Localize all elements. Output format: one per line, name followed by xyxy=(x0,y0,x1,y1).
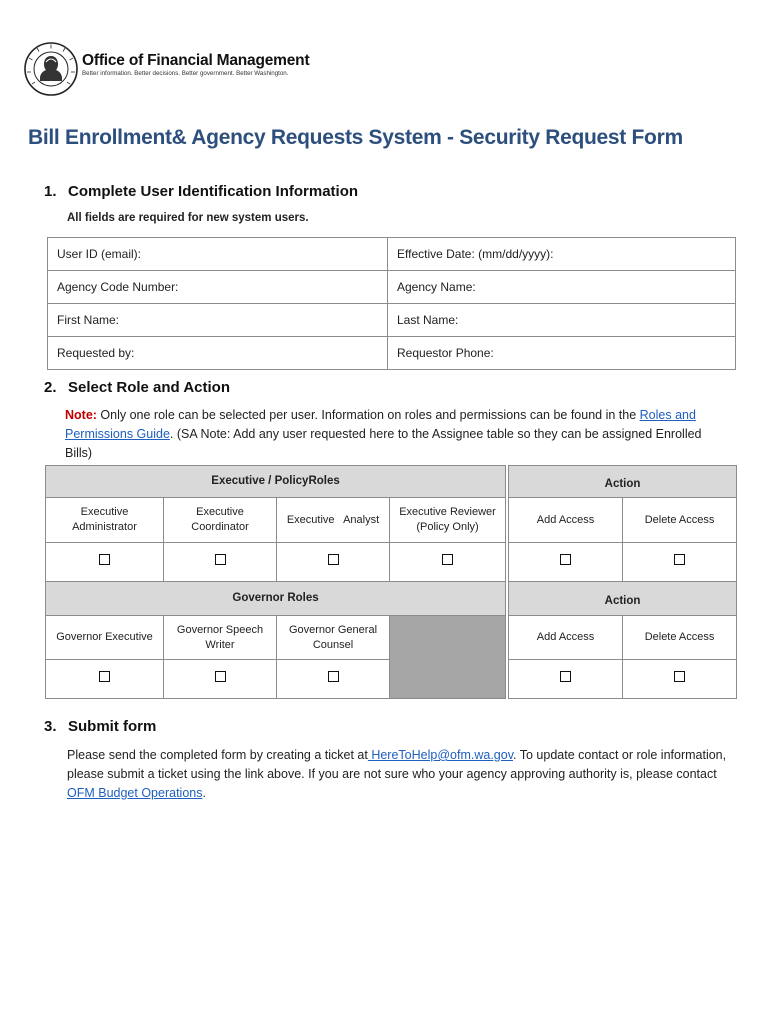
effective-date-field[interactable]: Effective Date: (mm/dd/yyyy): xyxy=(388,238,736,271)
submit-text-1: Please send the completed form by creating a ticket at xyxy=(67,748,368,762)
checkbox-cell xyxy=(277,543,390,582)
section-1-number: 1. xyxy=(44,183,57,200)
checkbox-cell xyxy=(623,543,737,582)
first-name-field[interactable]: First Name: xyxy=(48,304,388,337)
role-action-table xyxy=(45,465,737,699)
governor-general-counsel-label: Governor General Counsel xyxy=(277,616,390,660)
executive-coordinator-label: Executive Coordinator xyxy=(164,498,277,543)
governor-speech-writer-checkbox[interactable] xyxy=(215,671,226,682)
submit-instructions xyxy=(67,746,742,803)
table-row xyxy=(48,271,736,304)
add-access-label: Add Access xyxy=(509,498,623,543)
section-2-heading xyxy=(44,379,230,396)
governor-executive-checkbox[interactable] xyxy=(99,671,110,682)
checkbox-cell xyxy=(164,543,277,582)
user-id-field[interactable]: User ID (email): xyxy=(48,238,388,271)
table-row xyxy=(48,337,736,370)
executive-coordinator-checkbox[interactable] xyxy=(215,554,226,565)
note-text-1: Only one role can be selected per user. Information on roles and permissions can be found in the xyxy=(96,408,640,422)
governor-speech-writer-label: Governor Speech Writer xyxy=(164,616,277,660)
executive-reviewer-label: Executive Reviewer (Policy Only) xyxy=(390,498,506,543)
note-label: Note: xyxy=(65,408,97,422)
state-seal-icon xyxy=(24,42,78,96)
table-row xyxy=(46,466,737,498)
table-row xyxy=(46,616,737,660)
table-row xyxy=(46,543,737,582)
table-row xyxy=(48,304,736,337)
table-row xyxy=(46,498,737,543)
executive-analyst-checkbox[interactable] xyxy=(328,554,339,565)
governor-action-header: Action xyxy=(509,582,737,616)
agency-name-field[interactable]: Agency Name: xyxy=(388,271,736,304)
delete-access-label: Delete Access xyxy=(623,498,737,543)
delete-access-label: Delete Access xyxy=(623,616,737,660)
table-row xyxy=(48,238,736,271)
roles-permissions-guide-link[interactable]: Roles and Permissions Guide xyxy=(65,408,696,441)
governor-add-access-checkbox[interactable] xyxy=(560,671,571,682)
heretohelp-email-link[interactable]: HereToHelp@ofm.wa.gov xyxy=(367,748,514,762)
section-2-title: Select Role and Action xyxy=(68,379,230,396)
submit-text-2: . To update contact or role information, please submit a ticket using the link above. If you are not sure who your agency approving authority is, please contact xyxy=(67,748,727,781)
executive-reviewer-checkbox[interactable] xyxy=(442,554,453,565)
checkbox-cell xyxy=(509,660,623,699)
checkbox-cell xyxy=(164,660,277,699)
requestor-phone-field[interactable]: Requestor Phone: xyxy=(388,337,736,370)
governor-executive-label: Governor Executive xyxy=(46,616,164,660)
required-fields-note: All fields are required for new system users. xyxy=(67,212,309,224)
note-text-2: . (SA Note: Add any user requested here to the Assignee table so they can be assigned Enrolled Bills) xyxy=(65,427,702,460)
unavailable-role-cell xyxy=(390,616,506,699)
section-1-title: Complete User Identification Information xyxy=(68,183,359,200)
org-name: Office of Financial Management xyxy=(82,52,310,69)
executive-administrator-checkbox[interactable] xyxy=(99,554,110,565)
user-identification-table xyxy=(47,237,736,370)
checkbox-cell xyxy=(509,543,623,582)
governor-general-counsel-checkbox[interactable] xyxy=(328,671,339,682)
executive-administrator-label: Executive Administrator xyxy=(46,498,164,543)
executive-delete-access-checkbox[interactable] xyxy=(674,554,685,565)
checkbox-cell xyxy=(277,660,390,699)
executive-analyst-label: Executive Analyst xyxy=(277,498,390,543)
last-name-field[interactable]: Last Name: xyxy=(388,304,736,337)
section-1-heading xyxy=(44,183,358,200)
ofm-budget-operations-link[interactable]: OFM Budget Operations xyxy=(67,786,203,800)
submit-text-3: . xyxy=(202,786,206,800)
table-row xyxy=(46,582,737,616)
page-title: Bill Enrollment& Agency Requests System - Security Request Form xyxy=(28,126,683,149)
section-3-number: 3. xyxy=(44,718,57,735)
section-3-title: Submit form xyxy=(68,718,157,735)
executive-add-access-checkbox[interactable] xyxy=(560,554,571,565)
executive-roles-header: Executive / PolicyRoles xyxy=(46,466,506,498)
executive-action-header: Action xyxy=(509,466,737,498)
section-3-heading xyxy=(44,718,156,735)
org-tagline: Better information. Better decisions. Better government. Better Washington. xyxy=(82,70,289,77)
add-access-label: Add Access xyxy=(509,616,623,660)
checkbox-cell xyxy=(46,543,164,582)
checkbox-cell xyxy=(390,543,506,582)
agency-code-field[interactable]: Agency Code Number: xyxy=(48,271,388,304)
checkbox-cell xyxy=(623,660,737,699)
checkbox-cell xyxy=(46,660,164,699)
section-2-number: 2. xyxy=(44,379,57,396)
governor-roles-header: Governor Roles xyxy=(46,582,506,616)
roles-note xyxy=(65,406,725,463)
governor-delete-access-checkbox[interactable] xyxy=(674,671,685,682)
requested-by-field[interactable]: Requested by: xyxy=(48,337,388,370)
